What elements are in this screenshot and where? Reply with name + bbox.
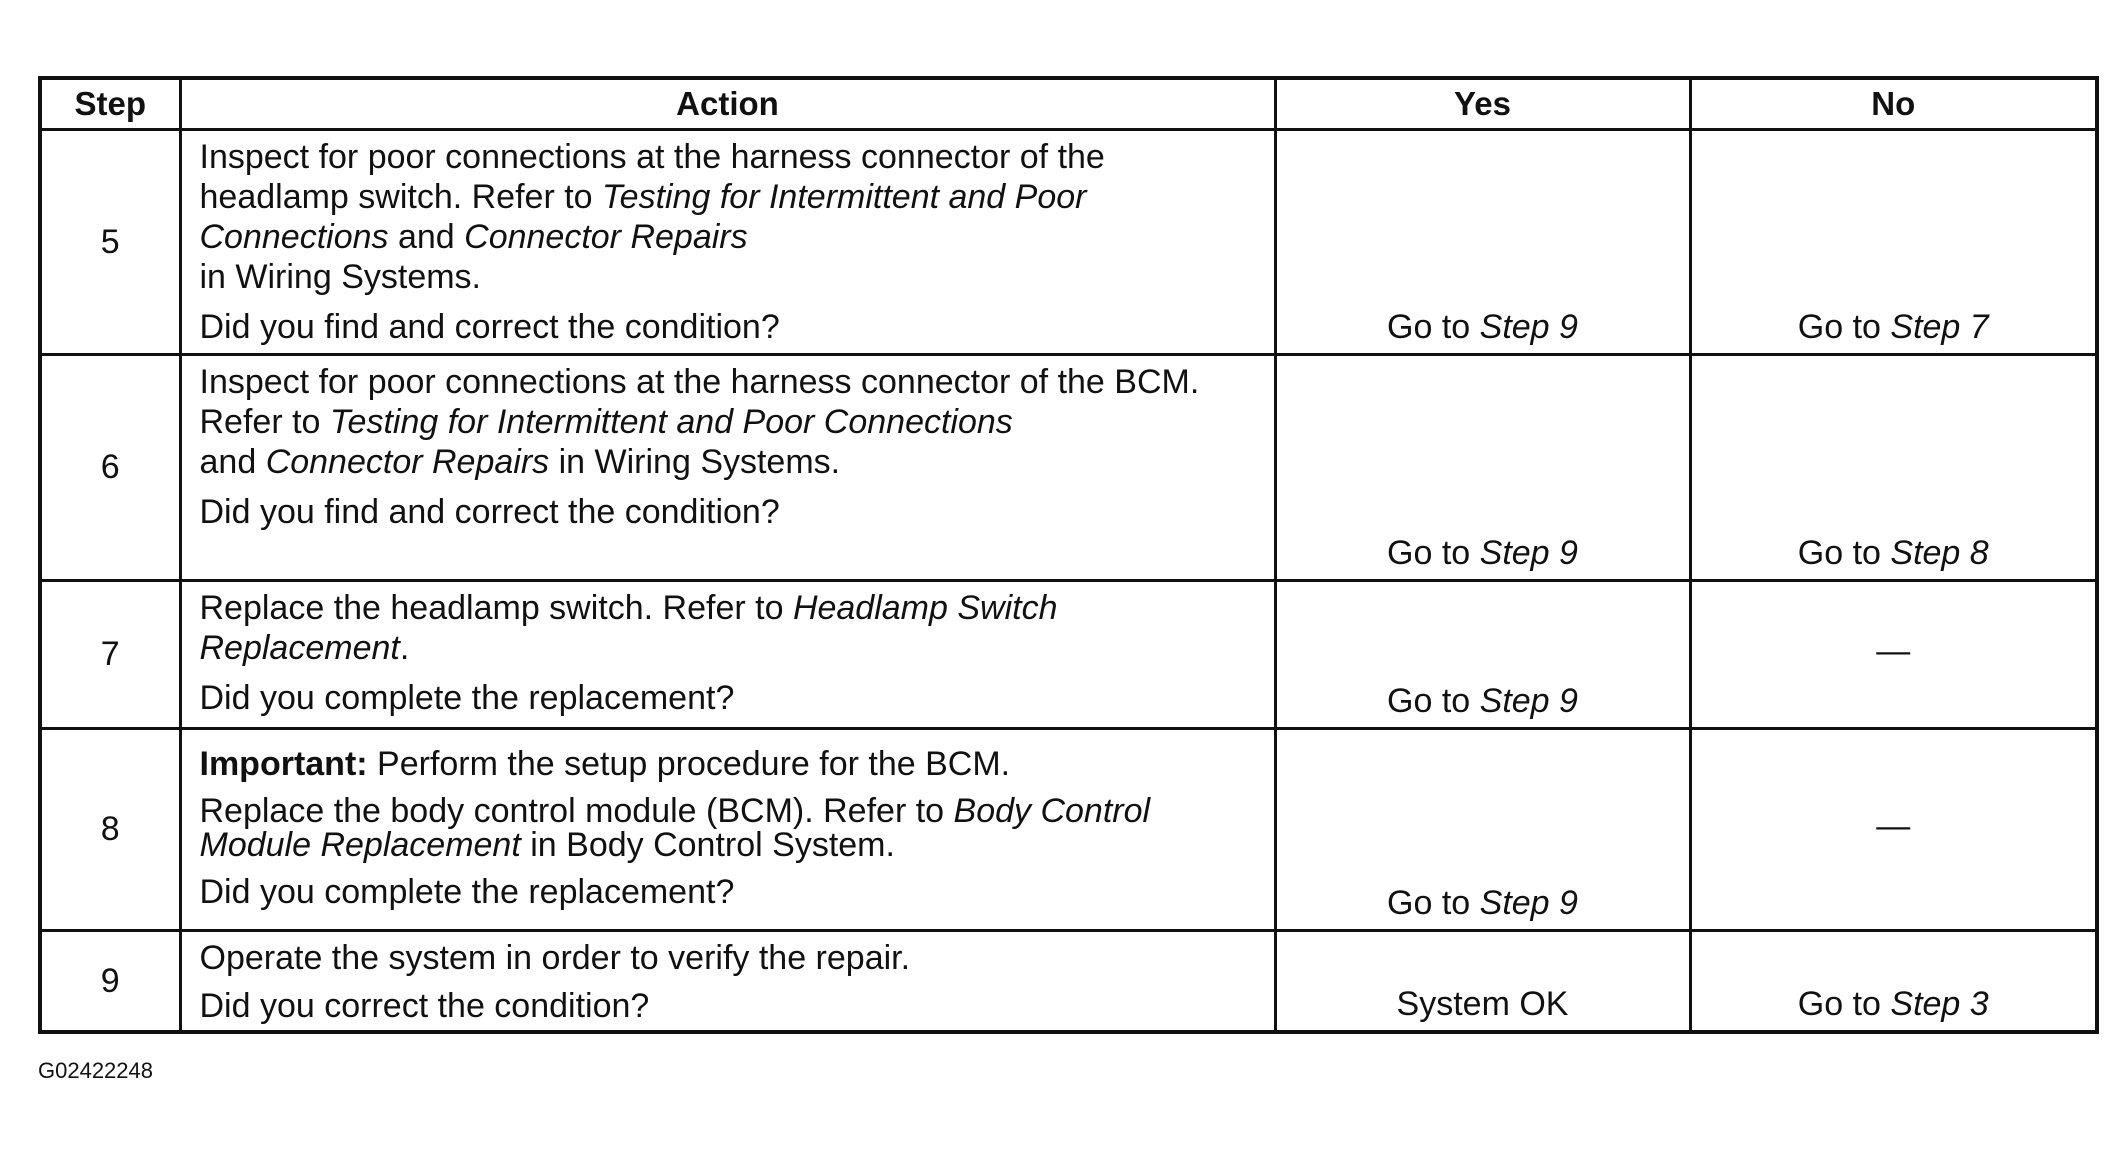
- goto-text: Go to: [1387, 682, 1480, 720]
- no-cell: [1690, 931, 2097, 1033]
- step-number: 6: [40, 355, 180, 581]
- header-action: Action: [180, 78, 1275, 130]
- goto-text: Go to: [1387, 308, 1480, 346]
- step-reference: Step 9: [1479, 308, 1578, 346]
- action-cell: [180, 581, 1275, 729]
- no-cell: [1690, 130, 2097, 355]
- doc-reference: Body Control Module Replacement: [199, 792, 1151, 864]
- doc-reference: Headlamp Switch Replacement: [199, 589, 1058, 667]
- table-row: [40, 130, 2097, 355]
- step-number: 8: [40, 729, 180, 931]
- action-question: Did you complete the replacement?: [199, 679, 735, 717]
- table-row: [40, 581, 2097, 729]
- yes-cell: [1275, 130, 1690, 355]
- goto-text: Go to: [1797, 308, 1891, 346]
- action-cell: [180, 355, 1275, 581]
- step-reference: Step 9: [1479, 682, 1578, 720]
- table-row: [40, 931, 2097, 1033]
- goto-text: Go to: [1387, 534, 1480, 572]
- header-step: Step: [40, 78, 180, 130]
- action-text: in Wiring Systems.: [549, 443, 841, 481]
- step-reference: Step 9: [1479, 884, 1578, 922]
- step-reference: Step 9: [1479, 534, 1578, 572]
- action-text: and: [199, 443, 266, 481]
- goto-text: Go to: [1797, 985, 1891, 1023]
- action-instruction: [200, 137, 1260, 297]
- action-text: in Wiring Systems.: [199, 258, 481, 296]
- step-reference: Step 7: [1890, 308, 1989, 346]
- goto-text: Go to: [1797, 534, 1891, 572]
- action-instruction: [200, 362, 1260, 482]
- action-text: in Body Control System.: [520, 826, 895, 864]
- action-question: Did you find and correct the condition?: [199, 308, 780, 346]
- action-question: Did you correct the condition?: [199, 987, 650, 1025]
- doc-reference: Connector Repairs: [464, 218, 748, 256]
- figure-id: G02422248: [38, 1058, 153, 1083]
- yes-cell: [1275, 729, 1690, 931]
- header-row: [40, 78, 2097, 130]
- doc-reference: Testing for Intermittent and Poor Connections: [329, 403, 1013, 441]
- action-instruction: [200, 794, 1260, 862]
- important-text: Perform the setup procedure for the BCM.: [367, 745, 1011, 783]
- action-text: Replace the headlamp switch. Refer to: [199, 589, 793, 627]
- table-row: [40, 355, 2097, 581]
- action-cell: [180, 931, 1275, 1033]
- yes-cell: [1275, 355, 1690, 581]
- important-label: Important:: [199, 745, 368, 783]
- action-text: and: [388, 218, 465, 256]
- header-yes: Yes: [1275, 78, 1690, 130]
- yes-cell: [1275, 581, 1690, 729]
- doc-reference: Connector Repairs: [265, 443, 550, 481]
- step-number: 7: [40, 581, 180, 729]
- step-reference: Step 8: [1890, 534, 1989, 572]
- action-instruction: [200, 588, 1260, 668]
- action-text: Replace the body control module (BCM). Refer to: [199, 792, 954, 830]
- action-question: Did you find and correct the condition?: [199, 493, 780, 531]
- yes-cell: System OK: [1275, 931, 1690, 1033]
- step-number: 9: [40, 931, 180, 1033]
- action-cell: [180, 130, 1275, 355]
- action-cell: [180, 729, 1275, 931]
- step-reference: Step 3: [1890, 985, 1989, 1023]
- action-text: Inspect for poor connections at the harness connector of the BCM. Refer to: [199, 363, 1200, 441]
- action-text: Inspect for poor connections at the harness connector of the headlamp switch. Refer to: [199, 138, 1105, 216]
- action-question: Did you complete the replacement?: [199, 873, 735, 911]
- action-text: .: [399, 629, 410, 667]
- header-no: No: [1690, 78, 2097, 130]
- action-instruction: Operate the system in order to verify the repair.: [199, 939, 911, 977]
- table-row: [40, 729, 2097, 931]
- goto-text: Go to: [1387, 884, 1480, 922]
- no-cell: [1690, 355, 2097, 581]
- no-cell: —: [1690, 581, 2097, 729]
- no-cell: —: [1690, 729, 2097, 931]
- doc-reference: Testing for Intermittent and Poor Connections: [199, 178, 1087, 256]
- important-note: [200, 744, 1260, 784]
- step-number: 5: [40, 130, 180, 355]
- diagnostic-table: [38, 76, 2099, 1034]
